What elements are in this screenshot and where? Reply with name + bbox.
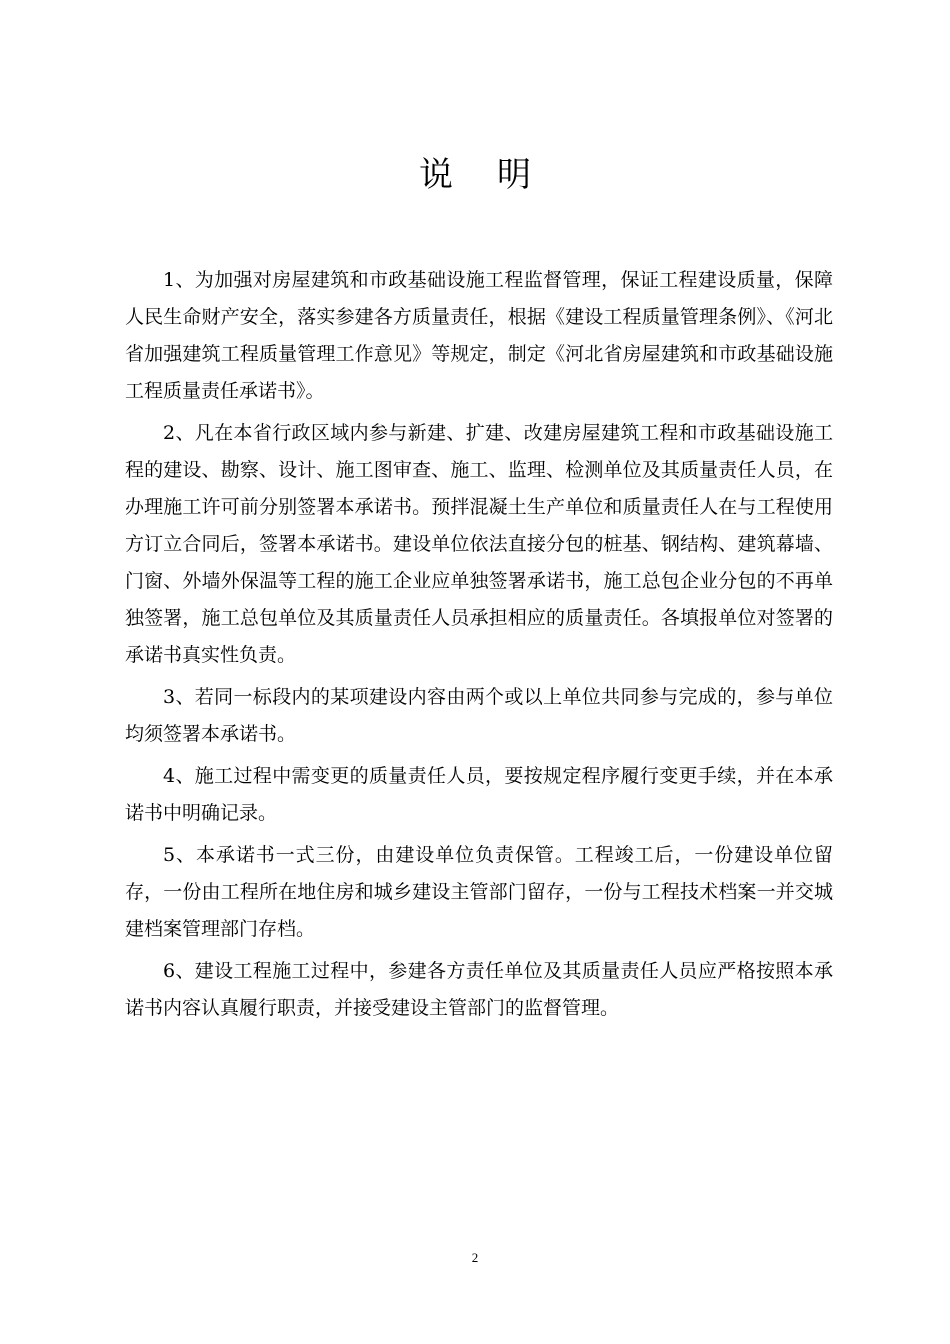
document-body: [125, 262, 833, 1032]
paragraph-6: 6、建设工程施工过程中，参建各方责任单位及其质量责任人员应严格按照本承诺书内容认真履行职责，并接受建设主管部门的监督管理。: [125, 960, 833, 1019]
page-title: 说明: [419, 155, 575, 195]
paragraph-4: 4、施工过程中需变更的质量责任人员，要按规定程序履行变更手续，并在本承诺书中明确记录。: [125, 765, 833, 824]
paragraph-3: 3、若同一标段内的某项建设内容由两个或以上单位共同参与完成的，参与单位均须签署本承诺书。: [125, 686, 833, 745]
paragraph-1: 1、为加强对房屋建筑和市政基础设施工程监督管理，保证工程建设质量，保障人民生命财产安全，落实参建各方质量责任，根据《建设工程质量管理条例》、《河北省加强建筑工程质量管理工作意见》等规定，制定《河北省房屋建筑和市政基础设施工程质量责任承诺书》。: [125, 269, 833, 402]
paragraph-2: 2、凡在本省行政区域内参与新建、扩建、改建房屋建筑工程和市政基础设施工程的建设、勘察、设计、施工图审查、施工、监理、检测单位及其质量责任人员，在办理施工许可前分别签署本承诺书。预拌混凝土生产单位和质量责任人在与工程使用方订立合同后，签署本承诺书。建设单位依法直接分包的桩基、钢结构、建筑幕墙、门窗、外墙外保温等工程的施工企业应单独签署承诺书，施工总包企业分包的不再单独签署，施工总包单位及其质量责任人员承担相应的质量责任。各填报单位对签署的承诺书真实性负责。: [125, 422, 833, 666]
page-number: 2: [471, 1250, 479, 1265]
paragraph-5: 5、本承诺书一式三份，由建设单位负责保管。工程竣工后，一份建设单位留存，一份由工程所在地住房和城乡建设主管部门留存，一份与工程技术档案一并交城建档案管理部门存档。: [125, 844, 833, 940]
